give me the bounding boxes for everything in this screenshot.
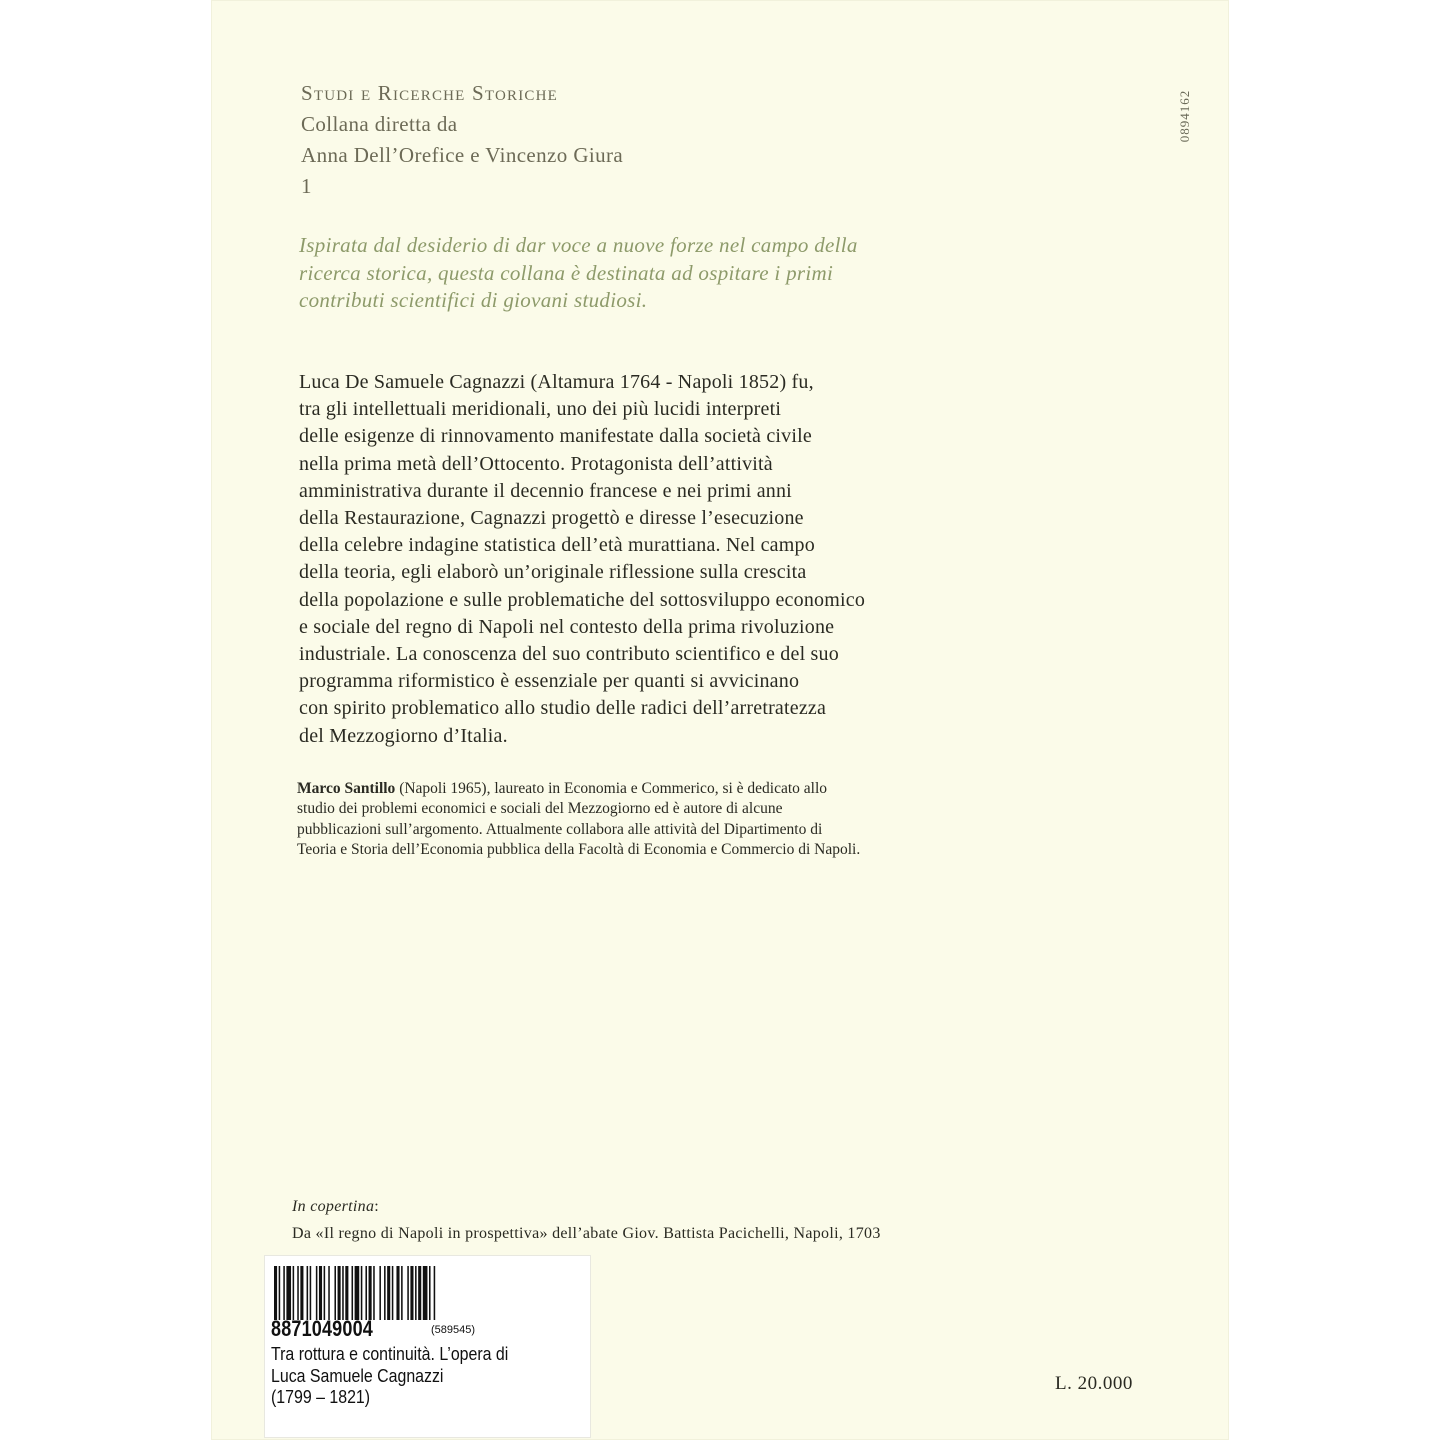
barcode-bar [392, 1266, 394, 1320]
barcode-bar [365, 1266, 367, 1320]
description-line: tra gli intellettuali meridionali, uno dei più lucidi interpreti [299, 398, 782, 421]
series-title: Studi e Ricerche Storiche [301, 81, 558, 105]
barcode-bar [319, 1266, 322, 1320]
barcode-bar [307, 1266, 309, 1320]
sticker-title-line: Tra rottura e continuità. L’opera di [271, 1343, 509, 1364]
series-number: 1 [301, 174, 312, 198]
isbn-number: 8871049004 [271, 1316, 373, 1341]
barcode-bar [415, 1266, 417, 1320]
author-bio-line: studio dei problemi economici e sociali del Mezzogiorno ed è autore di alcune [297, 800, 783, 818]
barcode-bar [373, 1266, 375, 1320]
barcode-bar [379, 1266, 381, 1320]
barcode-bar [345, 1266, 348, 1320]
description-line: della celebre indagine statistica dell’età murattiana. Nel campo [299, 534, 815, 557]
book-description [299, 369, 989, 750]
barcode-bar [369, 1266, 372, 1320]
barcode-sticker [265, 1256, 590, 1437]
barcode-bar [274, 1266, 277, 1320]
description-line: industriale. La conoscenza del suo contributo scientifico e del suo [299, 643, 839, 666]
sticker-title-line: (1799 – 1821) [271, 1386, 371, 1407]
barcode-bar [279, 1266, 281, 1320]
description-line: della popolazione e sulle problematiche del sottosviluppo economico [299, 588, 866, 611]
description-line: nella prima metà dell’Ottocento. Protagonista dell’attività [299, 452, 773, 475]
barcode-bar [434, 1266, 436, 1320]
barcode-bar [407, 1266, 409, 1320]
series-line: Collana diretta da [301, 112, 458, 136]
barcode-bar [423, 1266, 428, 1320]
cover-note-heading [292, 1193, 881, 1220]
barcode-bar [286, 1266, 291, 1320]
description-line: della teoria, egli elaborò un’originale riflessione sulla crescita [299, 561, 807, 584]
cover-note [292, 1193, 881, 1247]
author-bio-text: (Napoli 1965), laureato in Economia e Commerico, si è dedicato allo [395, 780, 828, 797]
series-editors: Anna Dell’Orefice e Vincenzo Giura [301, 143, 624, 167]
barcode-bar [316, 1266, 318, 1320]
barcode-bar [310, 1266, 312, 1320]
barcode-bar [410, 1266, 413, 1320]
author-bio-line: Teoria e Storia dell’Economia pubblica della Facoltà di Economia e Commercio di Napoli. [297, 840, 861, 858]
description-line: della Restaurazione, Cagnazzi progettò e diresse l’esecuzione [299, 507, 804, 530]
vertical-code: 0894162 [1177, 89, 1192, 143]
description-line: con spirito problematico allo studio delle radici dell’arretratezza [299, 697, 827, 720]
tagline-line: ricerca storica, questa collana è destinata ad ospitare i primi [299, 260, 834, 285]
description-line: amministrativa durante il decennio francese e nei primi anni [299, 479, 792, 502]
description-line: e sociale del regno di Napoli nel contesto della prima rivoluzione [299, 615, 835, 638]
barcode-bar [338, 1266, 341, 1320]
cover-note-label: In copertina [292, 1198, 375, 1215]
barcode-bar [328, 1266, 330, 1320]
barcode-icon [274, 1266, 500, 1320]
barcode-bar [418, 1266, 421, 1320]
sticker-title [271, 1343, 508, 1408]
price: L. 20.000 [1055, 1373, 1133, 1394]
author-bio [297, 779, 987, 860]
sticker-title-line: Luca Samuele Cagnazzi [271, 1364, 444, 1386]
barcode-bar [283, 1266, 285, 1320]
tagline-line: contributi scientifici di giovani studiosi. [299, 288, 648, 312]
barcode-bar [342, 1266, 344, 1320]
barcode-bar [334, 1266, 336, 1320]
author-name: Marco Santillo [297, 780, 396, 797]
description-line: delle esigenze di rinnovamento manifestate dalla società civile [299, 425, 812, 448]
tagline-line: Ispirata dal desiderio di dar voce a nuove forze nel campo della [299, 233, 858, 257]
barcode-bar [293, 1266, 295, 1320]
barcode-bar [324, 1266, 326, 1320]
cover-note-colon: : [374, 1198, 379, 1215]
series-tagline [299, 232, 979, 315]
description-line: del Mezzogiorno d’Italia. [299, 724, 508, 747]
barcode-bar [396, 1266, 399, 1320]
series-block [301, 78, 623, 202]
author-bio-first-line [297, 779, 987, 799]
barcode-bar [387, 1266, 390, 1320]
description-line: Luca De Samuele Cagnazzi (Altamura 1764 - Napoli 1852) fu, [299, 371, 814, 393]
barcode-bar [297, 1266, 299, 1320]
description-line: programma riformistico è essenziale per quanti si avvicinano [299, 670, 800, 693]
barcode-bar [361, 1266, 363, 1320]
barcode-bar [300, 1266, 303, 1320]
author-bio-line: pubblicazioni sull’argomento. Attualmente collabora alle attività del Dipartimento di [297, 820, 823, 838]
sticker-code: (589545) [431, 1324, 476, 1336]
barcode-bar [384, 1266, 386, 1320]
cover-note-text: Da «Il regno di Napoli in prospettiva» dell’abate Giov. Battista Pacichelli, Napoli, 1703 [292, 1225, 881, 1242]
barcode-bar [429, 1266, 431, 1320]
barcode-bar [352, 1266, 354, 1320]
barcode-bar [401, 1266, 403, 1320]
barcode-bar [355, 1266, 360, 1320]
